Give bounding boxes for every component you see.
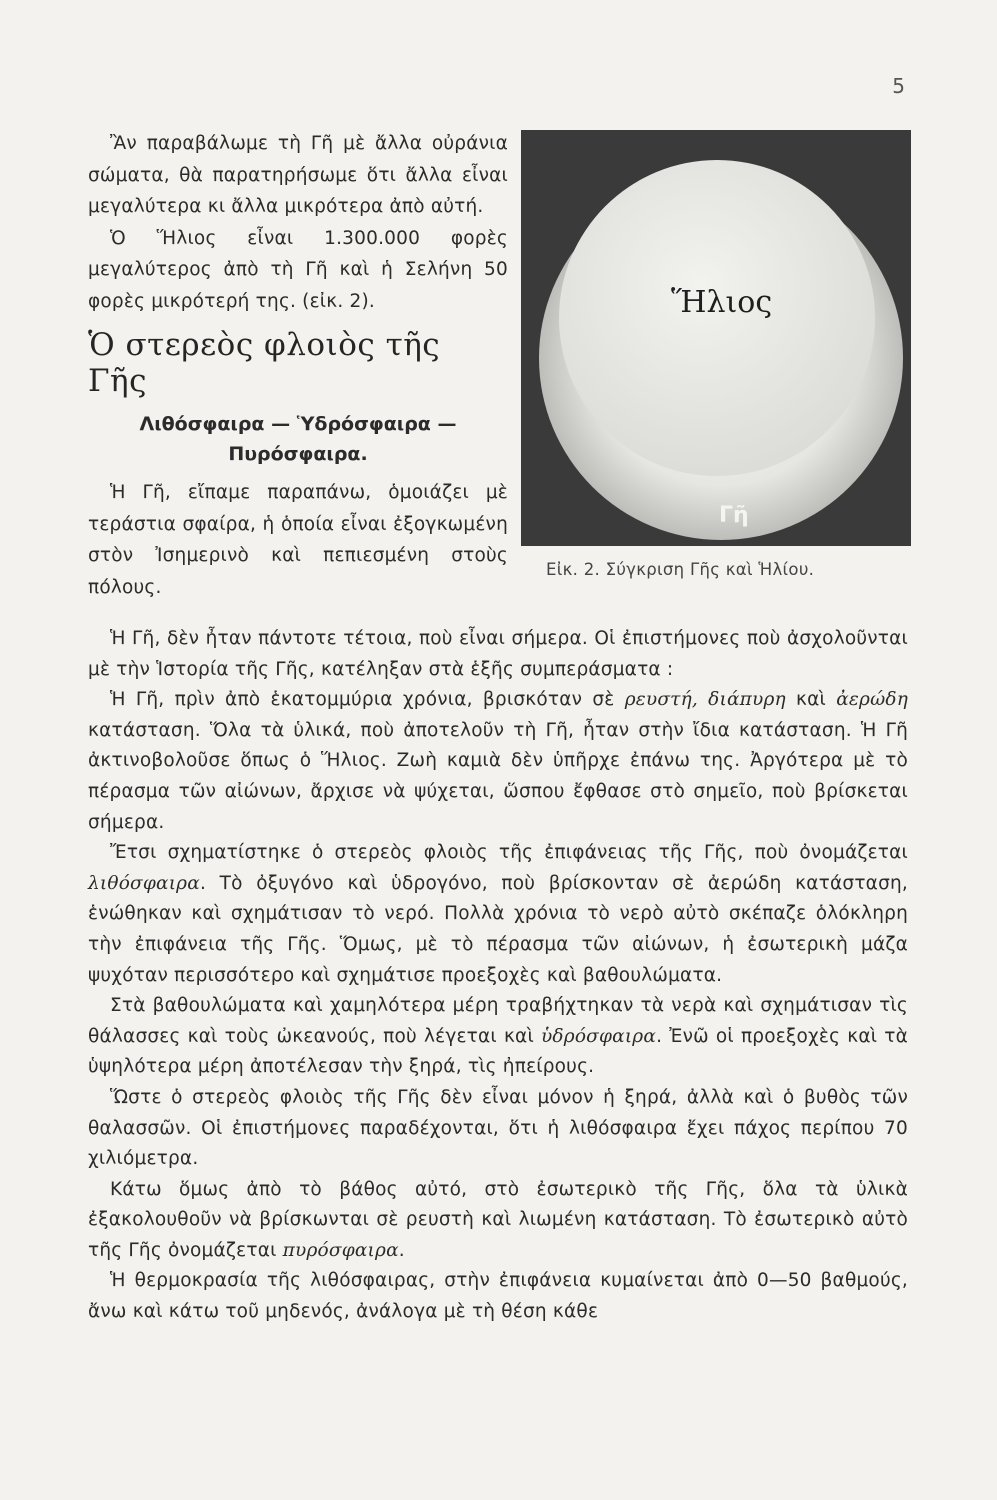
figure-caption: Εἰκ. 2. Σύγκριση Γῆς καὶ Ἡλίου. <box>546 560 815 579</box>
page-number: 5 <box>892 74 905 98</box>
sun-earth-figure <box>521 130 911 546</box>
text-run: Στὰ βαθουλώματα καὶ χαμηλότερα μέρη τραβήχτηκαν τὰ νερὰ καὶ σχημάτισαν τὶς θάλασσες καὶ τοὺς ὠκεανούς, ποὺ λέγεται καὶ <box>88 995 908 1047</box>
pyrosphere-paragraph <box>88 1175 908 1267</box>
left-column <box>88 128 508 603</box>
emphasis-gaseous: ἀερώδη <box>836 689 909 711</box>
lithosphere-paragraph <box>88 838 908 991</box>
earth-label: Γῆ <box>719 503 749 528</box>
earth-shape-paragraph: Ἡ Γῆ, εἴπαμε παραπάνω, ὁμοιάζει μὲ τεράστια σφαίρα, ἡ ὁποία εἶναι ἐξογκωμένη στὸν Ἰσημερινὸ καὶ πεπιεσμένη στοὺς πόλους. <box>88 482 508 598</box>
text-run: κατάσταση. Ὅλα τὰ ὑλικά, ποὺ ἀποτελοῦν τὴ Γῆ, ἦταν στὴν ἴδια κατάσταση. Ἡ Γῆ ἀκτινοβολοῦσε ὅπως ὁ Ἥλιος. Ζωὴ καμιὰ δὲν ὑπῆρχε ἐπάνω της. Ἀργότερα μὲ τὸ πέρασμα τῶν αἰώνων, ἄρχισε νὰ ψύχεται, ὥσπου ἔφθασε στὸ σημεῖο, ποὺ βρίσκεται σήμερα. <box>88 719 908 833</box>
crust-thickness-paragraph: Ὥστε ὁ στερεὸς φλοιὸς τῆς Γῆς δὲν εἶναι μόνον ἡ ξηρά, ἀλλὰ καὶ ὁ βυθὸς τῶν θαλασσῶν. Οἱ ἐπιστήμονες παραδέχονται, ὅτι ἡ λιθόσφαιρα ἔχει πάχος περίπου 70 χιλιόμετρα. <box>88 1086 908 1170</box>
emphasis-molten: ρευστή, διάπυρη <box>624 689 786 711</box>
section-subtitle: Λιθόσφαιρα — Ὑδρόσφαιρα — Πυρόσφαιρα. <box>139 413 457 465</box>
section-title: Ὁ στερεὸς φλοιὸς τῆς Γῆς <box>88 327 441 399</box>
main-text <box>88 624 908 1328</box>
text-run: καὶ <box>785 689 837 711</box>
text-run: Ἔτσι σχηματίστηκε ὁ στερεὸς φλοιὸς τῆς ἐπιφάνειας τῆς Γῆς, ποὺ ὀνομάζεται <box>110 842 908 864</box>
intro-paragraph-1: Ἂν παραβάλωμε τὴ Γῆ μὲ ἄλλα οὐράνια σώματα, θὰ παρατηρήσωμε ὅτι ἄλλα εἶναι μεγαλύτερα κι ἄλλα μικρότερα ἀπὸ αὐτή. <box>88 133 508 217</box>
text-run: . <box>398 1239 405 1261</box>
emphasis-pyrosphere: πυρόσφαιρα <box>282 1239 399 1261</box>
molten-state-paragraph <box>88 685 908 838</box>
intro-paragraph-2: Ὁ Ἥλιος εἶναι 1.300.000 φορὲς μεγαλύτερος ἀπὸ τὴ Γῆ καὶ ἡ Σελήνη 50 φορὲς μικρότερή της. (εἰκ. 2). <box>88 227 508 312</box>
sun-label: Ἥλιος <box>671 285 773 320</box>
emphasis-lithosphere: λιθόσφαιρα <box>88 872 200 894</box>
temperature-paragraph: Ἡ θερμοκρασία τῆς λιθόσφαιρας, στὴν ἐπιφάνεια κυμαίνεται ἀπὸ 0—50 βαθμούς, ἄνω καὶ κάτω τοῦ μηδενός, ἀνάλογα μὲ τὴ θέση κάθε <box>88 1270 908 1323</box>
text-run: . Τὸ ὀξυγόνο καὶ ὑδρογόνο, ποὺ βρίσκονταν σὲ ἀερώδη κατάσταση, ἑνώθηκαν καὶ σχημάτισαν τὸ νερό. Πολλὰ χρόνια τὸ νερὸ αὐτὸ σκέπαζε ὁλόκληρη τὴν ἐπιφάνεια τῆς Γῆς. Ὅμως, μὲ τὸ πέρασμα τῶν αἰώνων, ἡ ἐσωτερικὴ μάζα ψυχόταν περισσότερο καὶ σχημάτισε προεξοχὲς καὶ βαθουλώματα. <box>88 872 908 986</box>
sun-earth-illustration <box>521 130 911 546</box>
hydrosphere-paragraph <box>88 991 908 1083</box>
text-run: Κάτω ὅμως ἀπὸ τὸ βάθος αὐτό, στὸ ἐσωτερικὸ τῆς Γῆς, ὅλα τὰ ὑλικὰ ἐξακολουθοῦν νὰ βρίσκωνται σὲ ρευστὴ καὶ λιωμένη κατάσταση. Τὸ ἐσωτερικὸ αὐτὸ τῆς Γῆς ὀνομάζεται <box>88 1178 908 1261</box>
text-run: Ἡ Γῆ, πρὶν ἀπὸ ἑκατομμύρια χρόνια, βρισκόταν σὲ <box>110 689 625 711</box>
history-paragraph: Ἡ Γῆ, δὲν ἦταν πάντοτε τέτοια, ποὺ εἶναι σήμερα. Οἱ ἐπιστήμονες ποὺ ἀσχολοῦνται μὲ τὴν Ἱστορία τῆς Γῆς, κατέληξαν στὰ ἑξῆς συμπεράσματα : <box>88 628 908 680</box>
emphasis-hydrosphere: ὑδρόσφαιρα <box>540 1025 657 1047</box>
text-run: . Ἐνῶ οἱ προεξοχὲς καὶ τὰ ὑψηλότερα μέρη ἀποτέλεσαν τὴν ξηρά, τὶς ἠπείρους. <box>88 1025 908 1078</box>
